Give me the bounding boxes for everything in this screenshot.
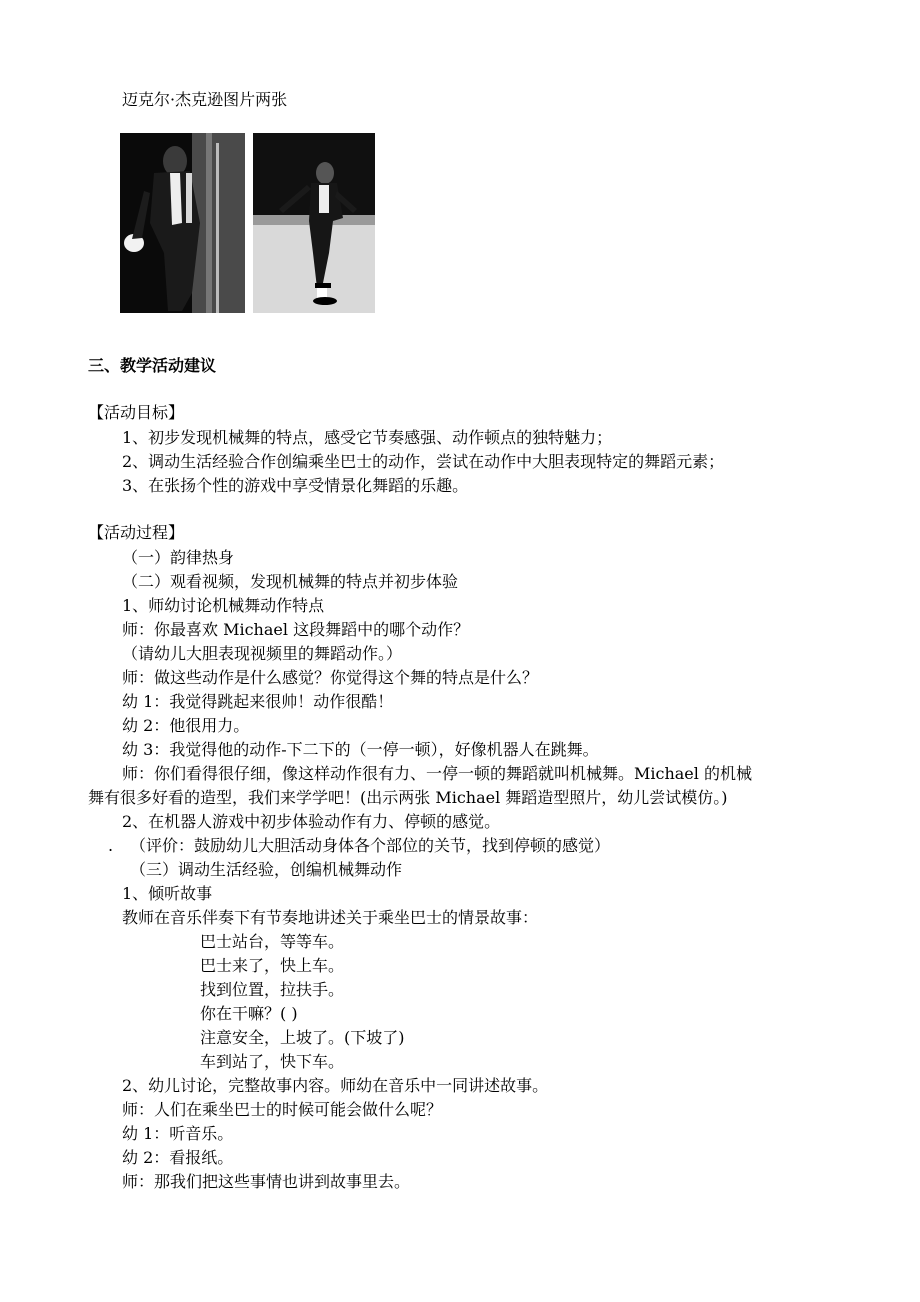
goals-label: 【活动目标】: [88, 403, 185, 422]
goal-item: 1、初步发现机械舞的特点，感受它节奏感强、动作顿点的独特魅力；: [122, 428, 613, 447]
process-line: （二）观看视频，发现机械舞的特点并初步体验: [122, 572, 459, 591]
process-line: 教师在音乐伴奏下有节奏地讲述关于乘坐巴士的情景故事：: [122, 908, 539, 927]
process-line: 师：人们在乘坐巴士的时候可能会做什么呢？: [122, 1100, 443, 1119]
process-line: 师：你们看得很仔细，像这样动作很有力、一停一顿的舞蹈就叫机械舞。Michael 的机械: [122, 764, 752, 783]
story-line: 注意安全，上坡了。(下坡了): [200, 1028, 405, 1047]
process-line: 舞有很多好看的造型，我们来学学吧！(出示两张 Michael 舞蹈造型照片，幼儿尝试模仿。): [88, 788, 728, 807]
process-line: （请幼儿大胆表现视频里的舞蹈动作。）: [122, 644, 403, 663]
dot-marker: .: [108, 836, 114, 855]
goal-item: 3、在张扬个性的游戏中享受情景化舞蹈的乐趣。: [122, 476, 469, 495]
process-line: （评价：鼓励幼儿大胆活动身体各个部位的关节，找到停顿的感觉）: [130, 836, 611, 855]
process-label: 【活动过程】: [88, 523, 185, 542]
process-line: 师：做这些动作是什么感觉？你觉得这个舞的特点是什么？: [122, 668, 539, 687]
section-title: 三、教学活动建议: [88, 356, 217, 375]
photo-caption: 迈克尔·杰克逊图片两张: [122, 90, 288, 109]
story-line: 巴士来了，快上车。: [200, 956, 345, 975]
process-line: 1、倾听故事: [122, 884, 213, 903]
process-line: （一）韵律热身: [122, 548, 235, 567]
process-line: 幼 1：听音乐。: [122, 1124, 234, 1143]
story-line: 车到站了，快下车。: [200, 1052, 345, 1071]
process-line: （三）调动生活经验，创编机械舞动作: [130, 860, 403, 879]
goal-item: 2、调动生活经验合作创编乘坐巴士的动作，尝试在动作中大胆表现特定的舞蹈元素；: [122, 452, 725, 471]
process-line: 幼 1：我觉得跳起来很帅！动作很酷！: [122, 692, 394, 711]
process-line: 幼 3：我觉得他的动作-下二下的（一停一顿），好像机器人在跳舞。: [122, 740, 599, 759]
story-line: 巴士站台，等等车。: [200, 932, 345, 951]
process-line: 1、师幼讨论机械舞动作特点: [122, 596, 325, 615]
process-line: 2、在机器人游戏中初步体验动作有力、停顿的感觉。: [122, 812, 501, 831]
process-line: 2、幼儿讨论，完整故事内容。师幼在音乐中一同讲述故事。: [122, 1076, 549, 1095]
process-line: 师：你最喜欢 Michael 这段舞蹈中的哪个动作？: [122, 620, 470, 639]
process-line: 师：那我们把这些事情也讲到故事里去。: [122, 1172, 411, 1191]
dancer-photo-left: [120, 133, 245, 313]
story-line: 找到位置，拉扶手。: [200, 980, 345, 999]
process-line: 幼 2：看报纸。: [122, 1148, 234, 1167]
dancer-photo-right: [253, 133, 375, 313]
process-line: 幼 2：他很用力。: [122, 716, 250, 735]
story-line: 你在干嘛？( ): [200, 1004, 298, 1023]
